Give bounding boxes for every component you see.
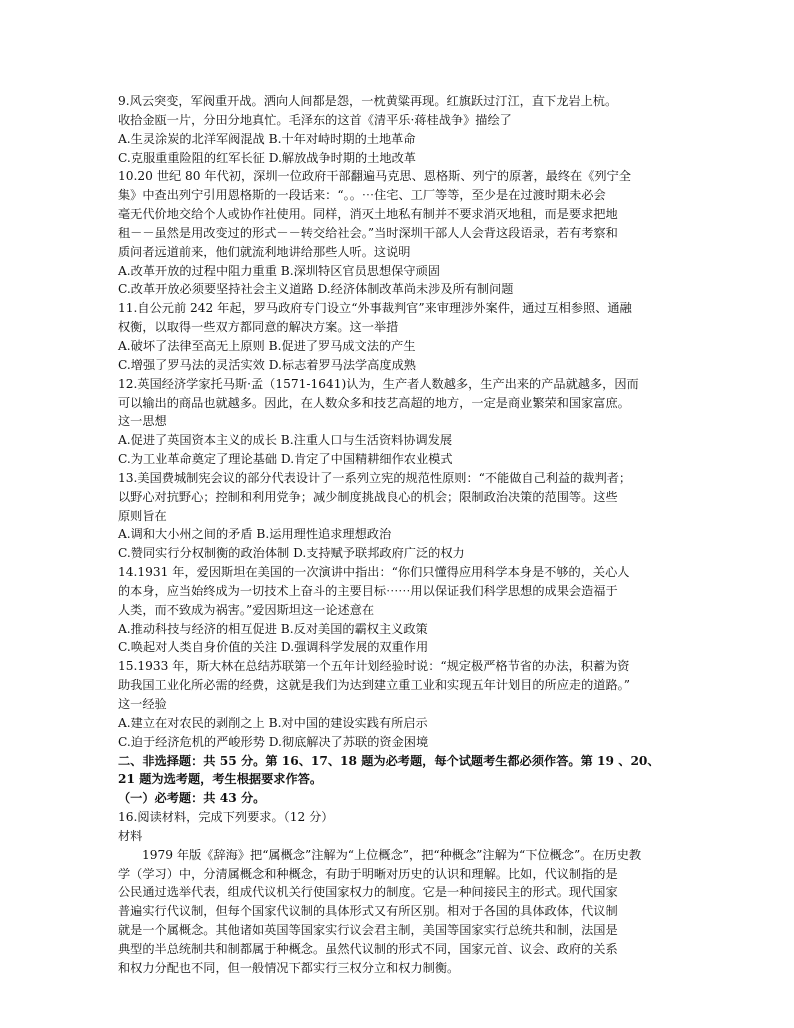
q13-stem-line-2: 以野心对抗野心；控制和利用党争；减少制度挑战良心的机会；限制政治决策的范围等。这些 (118, 489, 618, 504)
q14-options-ab: A.推动科技与经济的相互促进 B.反对美国的霸权主义政策 (118, 621, 428, 636)
q10-stem-line-3: 毫无代价地交给个人或协作社使用。同样，消灭土地私有制并不要求消灭地租，而是要求把地 (118, 207, 618, 222)
q10-stem-line-2: 集》中查出列宁引用恩格斯的一段话来：“。。⋯住宅、工厂等等，至少是在过渡时期未必会 (118, 188, 606, 203)
q15-options-ab: A.建立在对农民的剥削之上 B.对中国的建设实践有所启示 (118, 715, 428, 730)
material-paragraph-line-5: 就是一个属概念。其他诸如英国等国家实行议会君主制，美国等国家实行总统共和制，法国是 (118, 923, 618, 938)
material-paragraph-line-4: 普遍实行代议制，但每个国家代议制的具体形式又有所区别。相对于各国的具体政体，代议制 (118, 904, 618, 919)
q12-stem-line-1: 12.英国经济学家托马斯·孟（1571-1641)认为，生产者人数越多，生产出来的产品就越多，因而 (118, 376, 639, 391)
q15-stem-line-2: 助我国工业化所必需的经费，这就是我们为达到建立重工业和实现五年计划目的所应走的道路。” (118, 678, 631, 693)
q9-stem-line-2: 收拾金瓯一片，分田分地真忙。毛泽东的这首《清平乐·蒋桂战争》描绘了 (118, 112, 512, 127)
q14-stem-line-1: 14.1931 年，爱因斯坦在美国的一次演讲中指出：“你们只懂得应用科学本身是不够的，关心人 (118, 565, 630, 580)
q14-stem-line-2: 的本身，应当始终成为一切技术上奋斗的主要目标⋯⋯用以保证我们科学思想的成果会造福于 (118, 583, 618, 598)
q9-stem-line-1: 9.风云突变，军阀重开战。洒向人间都是怨，一枕黄粱再现。红旗跃过汀江，直下龙岩上杭。 (118, 94, 618, 108)
q12-stem-line-3: 这一思想 (118, 414, 167, 429)
q10-stem-line-1: 10.20 世纪 80 年代初，深圳一位政府干部翻遍马克思、恩格斯、列宁的原著，最终在《列宁全 (118, 169, 631, 184)
section-2-heading-line-2: 21 题为选考题，考生根据要求作答。 (118, 772, 323, 787)
q12-options-cd: C.为工业革命奠定了理论基础 D.肯定了中国精耕细作农业模式 (118, 452, 453, 467)
q11-stem-line-2: 权衡，以取得一些双方都同意的解决方案。这一举措 (118, 320, 399, 335)
q12-stem-line-2: 可以输出的商品也就越多。因此，在人数众多和技艺高超的地方，一定是商业繁荣和国家富庶。 (118, 395, 630, 410)
q11-options-cd: C.增强了罗马法的灵活实效 D.标志着罗马法学高度成熟 (118, 357, 416, 372)
q9-options-cd: C.克服重重险阻的红军长征 D.解放战争时期的土地改革 (118, 150, 416, 165)
q16-stem: 16.阅读材料，完成下列要求。（12 分） (118, 810, 334, 825)
q10-options-cd: C.改革开放必须要坚持社会主义道路 D.经济体制改革尚未涉及所有制问题 (118, 282, 514, 297)
material-paragraph-line-1: 1979 年版《辞海》把“属概念”注解为“上位概念”，把“种概念”注解为“下位概念”。在历史教 (142, 847, 642, 862)
material-paragraph-line-7: 和权力分配也不同，但一般情况下都实行三权分立和权力制衡。 (118, 960, 460, 975)
q15-stem-line-1: 15.1933 年，斯大林在总结苏联第一个五年计划经验时说：“规定极严格节省的办法，积蓄为资 (118, 659, 630, 674)
q11-options-ab: A.破坏了法律至高无上原则 B.促进了罗马成文法的产生 (118, 338, 416, 353)
material-paragraph-line-3: 公民通过选举代表，组成代议机关行使国家权力的制度。它是一种间接民主的形式。现代国家 (118, 885, 618, 900)
q10-stem-line-5: 质问者远道前来，他们就流利地讲给那些人听。这说明 (118, 244, 411, 259)
q14-options-cd: C.唤起对人类自身价值的关注 D.强调科学发展的双重作用 (118, 640, 429, 655)
material-paragraph-line-6: 典型的半总统制共和制都属于种概念。虽然代议制的形式不同，国家元首、议会、政府的关系 (118, 941, 618, 956)
material-label: 材料 (118, 828, 143, 843)
q12-options-ab: A.促进了英国资本主义的成长 B.注重人口与生活资料协调发展 (118, 433, 453, 448)
q11-stem-line-1: 11.自公元前 242 年起，罗马政府专门设立“外事裁判官”来审理涉外案件，通过互相参照、通融 (118, 301, 632, 316)
q10-options-ab: A.改革开放的过程中阻力重重 B.深圳特区官员思想保守顽固 (118, 263, 440, 278)
material-paragraph-line-2: 学（学习）中，分清属概念和种概念，有助于明晰对历史的认识和理解。比如，代议制指的是 (118, 866, 618, 881)
q15-stem-line-3: 这一经验 (118, 697, 167, 711)
q9-options-ab: A.生灵涂炭的北洋军阀混战 B.十年对峙时期的土地革命 (118, 131, 416, 146)
exam-page (118, 92, 688, 978)
q14-stem-line-3: 人类，而不致成为祸害。”爱因斯坦这一论述意在 (118, 602, 375, 617)
q13-stem-line-3: 原则旨在 (118, 508, 167, 523)
q15-options-cd: C.迫于经济危机的严峻形势 D.彻底解决了苏联的资金困境 (118, 734, 429, 749)
q10-stem-line-4: 租－－虽然是用改变过的形式－－转交给社会。”当时深圳干部人人会背这段语录，若有考察和 (118, 225, 618, 240)
required-questions-heading: （一）必考题：共 43 分。 (118, 791, 266, 806)
q13-options-ab: A.调和大小州之间的矛盾 B.运用理性追求理想政治 (118, 527, 392, 542)
q13-options-cd: C.赞同实行分权制衡的政治体制 D.支持赋予联邦政府广泛的权力 (118, 546, 465, 561)
section-2-heading-line-1: 二、非选择题：共 55 分。第 16、17、18 题为必考题，每个试题考生都必须作答。第 19 、20、 (118, 753, 660, 768)
q13-stem-line-1: 13.美国费城制宪会议的部分代表设计了一系列立宪的规范性原则：“不能做自己利益的裁判者； (118, 470, 632, 485)
